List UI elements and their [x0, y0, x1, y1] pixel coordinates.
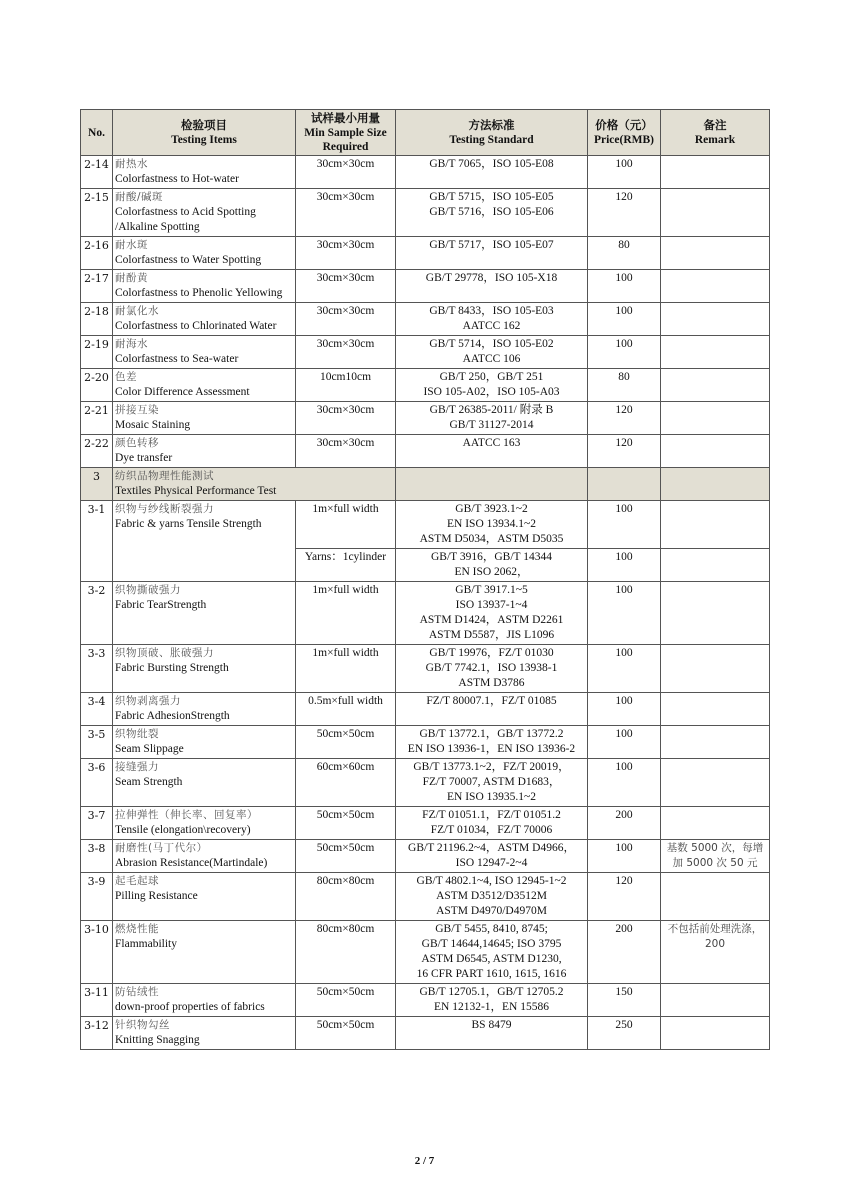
row-standard: [396, 270, 588, 303]
row-price: 100: [588, 336, 661, 369]
header-testing-standard: 方法标准 Testing Standard: [396, 110, 588, 156]
row-item: [113, 336, 296, 369]
row-sample: 1m×full width: [296, 582, 396, 645]
row-sample: 1m×full width: [296, 501, 396, 549]
row-item: [113, 270, 296, 303]
item-en: Colorfastness to Phenolic Yellowing: [115, 287, 283, 299]
row-item: [113, 726, 296, 759]
row-price: 100: [588, 693, 661, 726]
row-price: 120: [588, 402, 661, 435]
row-no: 2-21: [81, 402, 113, 435]
row-price: 200: [588, 807, 661, 840]
item-en: Fabric & yarns Tensile Strength: [115, 518, 262, 530]
standard-line: GB/T 29778，ISO 105-X18: [425, 272, 558, 284]
standard-line: GB/T 13773.1~2，FZ/T 20019，: [413, 761, 570, 773]
table-row: [81, 840, 770, 873]
row-no: 3-7: [81, 807, 113, 840]
row-sample: 10cm10cm: [296, 369, 396, 402]
standard-line: FZ/T 01051.1，FZ/T 01051.2: [422, 809, 561, 821]
standard-line: ISO 105-A02，ISO 105-A03: [423, 386, 560, 398]
row-remark: [661, 270, 770, 303]
item-zh: 针织物勾丝: [115, 1019, 170, 1031]
table-row: [81, 156, 770, 189]
table-row: [81, 645, 770, 693]
item-zh: 色差: [115, 371, 137, 383]
item-zh: 耐酚黄: [115, 272, 148, 284]
table-row: [81, 270, 770, 303]
row-no: 3-1: [81, 501, 113, 582]
price-table: [80, 109, 770, 1050]
table-row: [81, 336, 770, 369]
row-sample: 50cm×50cm: [296, 1017, 396, 1050]
table-header-row: [81, 110, 770, 156]
row-item: [113, 840, 296, 873]
row-price: 200: [588, 921, 661, 984]
table-row: [81, 501, 770, 549]
table-body-section-3: [81, 582, 770, 1050]
row-no: 3-11: [81, 984, 113, 1017]
row-no: 3-8: [81, 840, 113, 873]
table-row: [81, 237, 770, 270]
standard-line: GB/T 31127-2014: [449, 419, 534, 431]
row-standard: [396, 759, 588, 807]
section-title: [113, 468, 296, 501]
item-zh: 接缝强力: [115, 761, 159, 773]
row-price: 120: [588, 189, 661, 237]
standard-line: GB/T 5714，ISO 105-E02: [429, 338, 554, 350]
standard-line: GB/T 14644,14645; ISO 3795: [421, 938, 562, 950]
row-standard: [396, 921, 588, 984]
row-price: 100: [588, 645, 661, 693]
row-remark: [661, 984, 770, 1017]
standard-line: GB/T 250，GB/T 251: [439, 371, 544, 383]
row-sample: 30cm×30cm: [296, 270, 396, 303]
row-no: 3-4: [81, 693, 113, 726]
row-standard: [396, 189, 588, 237]
standard-line: BS 8479: [471, 1019, 512, 1031]
row-3-1-group: [81, 501, 770, 582]
row-standard: [396, 984, 588, 1017]
item-en: Fabric Bursting Strength: [115, 662, 229, 674]
standard-line: FZ/T 70007, ASTM D1683，: [422, 776, 561, 788]
row-standard: [396, 369, 588, 402]
row-standard: [396, 501, 588, 549]
standard-line: GB/T 3917.1~5: [455, 584, 528, 596]
row-no: 3-9: [81, 873, 113, 921]
row-sample: 30cm×30cm: [296, 303, 396, 336]
table-row: [81, 726, 770, 759]
standard-line: EN 12132-1，EN 15586: [434, 1001, 549, 1013]
item-zh: 织物顶破、胀破强力: [115, 647, 214, 659]
row-price: 80: [588, 369, 661, 402]
row-sample: 30cm×30cm: [296, 402, 396, 435]
row-sample: 80cm×80cm: [296, 873, 396, 921]
item-en: Colorfastness to Water Spotting: [115, 254, 262, 266]
row-item: [113, 402, 296, 435]
item-zh: 织物与纱线断裂强力: [115, 503, 214, 515]
section-empty-cell: [396, 468, 588, 501]
standard-line: GB/T 5716，ISO 105-E06: [429, 206, 554, 218]
row-standard: [396, 237, 588, 270]
item-zh: 织物撕破强力: [115, 584, 181, 596]
section-title-en: Textiles Physical Performance Test: [115, 485, 277, 497]
row-remark: [661, 303, 770, 336]
row-no: 3-5: [81, 726, 113, 759]
row-no: 3-3: [81, 645, 113, 693]
row-no: 2-17: [81, 270, 113, 303]
row-item: [113, 759, 296, 807]
row-item: [113, 645, 296, 693]
row-price: 100: [588, 303, 661, 336]
row-standard: [396, 645, 588, 693]
standard-line: GB/T 5715，ISO 105-E05: [429, 191, 554, 203]
row-price: 100: [588, 582, 661, 645]
section-row: [81, 468, 770, 501]
row-no: 2-22: [81, 435, 113, 468]
item-en: Colorfastness to Sea-water: [115, 353, 239, 365]
row-standard: [396, 549, 588, 582]
item-zh: 颜色转移: [115, 437, 159, 449]
standard-line: GB/T 21196.2~4，ASTM D4966，: [408, 842, 575, 854]
row-price: 100: [588, 726, 661, 759]
row-price: 250: [588, 1017, 661, 1050]
header-testing-items: 检验项目 Testing Items: [113, 110, 296, 156]
row-price: 100: [588, 501, 661, 549]
item-en: Fabric AdhesionStrength: [115, 710, 230, 722]
standard-line: GB/T 8433，ISO 105-E03: [429, 305, 554, 317]
standard-line: 16 CFR PART 1610, 1615, 1616: [416, 968, 567, 980]
standard-line: ISO 12947-2~4: [455, 857, 528, 869]
row-sample: Yarns：1cylinder: [296, 549, 396, 582]
standard-line: GB/T 5717，ISO 105-E07: [429, 239, 554, 251]
row-sample: 80cm×80cm: [296, 921, 396, 984]
standard-line: ASTM D4970/D4970M: [436, 905, 547, 917]
row-price: 120: [588, 435, 661, 468]
table-row: [81, 984, 770, 1017]
item-zh: 耐酸/碱斑: [115, 191, 164, 203]
item-en: Dye transfer: [115, 452, 173, 464]
row-sample: 30cm×30cm: [296, 237, 396, 270]
standard-line: ASTM D1424，ASTM D2261: [419, 614, 564, 626]
row-item: [113, 693, 296, 726]
section-empty-cell: [661, 468, 770, 501]
standard-line: ASTM D5034，ASTM D5035: [419, 533, 564, 545]
standard-line: ASTM D6545, ASTM D1230,: [421, 953, 562, 965]
item-en: Color Difference Assessment: [115, 386, 250, 398]
row-price: 100: [588, 549, 661, 582]
standard-line: GB/T 19976，FZ/T 01030: [429, 647, 554, 659]
table-row: [81, 873, 770, 921]
item-en: Abrasion Resistance(Martindale): [115, 857, 268, 869]
item-zh: 防钻绒性: [115, 986, 159, 998]
standard-line: AATCC 162: [462, 320, 521, 332]
row-standard: [396, 303, 588, 336]
standard-line: GB/T 3916，GB/T 14344: [431, 551, 552, 563]
row-remark: [661, 369, 770, 402]
table-row: [81, 435, 770, 468]
row-item: [113, 369, 296, 402]
table-row: [81, 369, 770, 402]
row-price: 100: [588, 759, 661, 807]
standard-line: GB/T 3923.1~2: [455, 503, 528, 515]
row-no: 2-19: [81, 336, 113, 369]
item-en: Colorfastness to Hot-water: [115, 173, 239, 185]
row-no: 2-15: [81, 189, 113, 237]
row-no: 2-18: [81, 303, 113, 336]
row-no: 3-12: [81, 1017, 113, 1050]
row-remark: 不包括前处理洗涤，200: [661, 921, 770, 984]
row-sample: 50cm×50cm: [296, 807, 396, 840]
row-item: [113, 921, 296, 984]
table-row: [81, 921, 770, 984]
row-price: 100: [588, 156, 661, 189]
item-zh: 耐海水: [115, 338, 148, 350]
standard-line: GB/T 4802.1~4, ISO 12945-1~2: [416, 875, 567, 887]
row-standard: [396, 156, 588, 189]
row-item: [113, 156, 296, 189]
section-empty-cell: [296, 468, 396, 501]
table-body-section-2: [81, 156, 770, 468]
row-remark: [661, 189, 770, 237]
standard-line: ASTM D3786: [458, 677, 525, 689]
table-row: [81, 402, 770, 435]
standard-line: EN ISO 13936-1，EN ISO 13936-2: [407, 743, 576, 755]
section-3-header: [81, 468, 770, 501]
item-zh: 耐磨性(马丁代尔）: [115, 842, 208, 854]
item-en: Seam Strength: [115, 776, 183, 788]
section-empty-cell: [588, 468, 661, 501]
row-standard: [396, 873, 588, 921]
row-item: [113, 873, 296, 921]
row-sample: 0.5m×full width: [296, 693, 396, 726]
table-row: [81, 807, 770, 840]
row-price: 100: [588, 270, 661, 303]
standard-line: AATCC 163: [462, 437, 521, 449]
item-en: Tensile (elongation\recovery): [115, 824, 251, 836]
row-no: 2-14: [81, 156, 113, 189]
row-item: [113, 435, 296, 468]
section-no: 3: [81, 468, 113, 501]
row-sample: 30cm×30cm: [296, 336, 396, 369]
standard-line: GB/T 26385-2011/ 附录 B: [429, 404, 554, 416]
page-number: 2 / 7: [414, 1155, 435, 1167]
row-standard: [396, 693, 588, 726]
row-no: 2-16: [81, 237, 113, 270]
row-sample: 30cm×30cm: [296, 435, 396, 468]
row-remark: [661, 1017, 770, 1050]
standard-line: ISO 13937-1~4: [455, 599, 528, 611]
item-en: Colorfastness to Chlorinated Water: [115, 320, 277, 332]
header-remark: 备注 Remark: [661, 110, 770, 156]
item-zh: 拼接互染: [115, 404, 159, 416]
row-price: 100: [588, 840, 661, 873]
item-zh: 耐氯化水: [115, 305, 159, 317]
item-zh: 耐水斑: [115, 239, 148, 251]
row-sample: 30cm×30cm: [296, 189, 396, 237]
row-standard: [396, 435, 588, 468]
standard-line: ASTM D5587，JIS L1096: [428, 629, 555, 641]
item-zh: 燃烧性能: [115, 923, 159, 935]
row-remark: [661, 807, 770, 840]
item-zh: 拉伸弹性（伸长率、回复率）: [115, 809, 258, 821]
standard-line: GB/T 12705.1，GB/T 12705.2: [419, 986, 564, 998]
standard-line: AATCC 106: [462, 353, 521, 365]
item-en: down-proof properties of fabrics: [115, 1001, 265, 1013]
item-zh: 织物纰裂: [115, 728, 159, 740]
row-standard: [396, 726, 588, 759]
row-remark: [661, 549, 770, 582]
standard-line: GB/T 7065，ISO 105-E08: [429, 158, 554, 170]
row-no: 3-6: [81, 759, 113, 807]
row-sample: 50cm×50cm: [296, 984, 396, 1017]
row-item: [113, 582, 296, 645]
table-row: [81, 303, 770, 336]
table-row: [81, 693, 770, 726]
row-item: [113, 984, 296, 1017]
row-sample: 1m×full width: [296, 645, 396, 693]
row-standard: [396, 807, 588, 840]
row-remark: [661, 726, 770, 759]
header-price: 价格（元） Price(RMB): [588, 110, 661, 156]
row-remark: [661, 582, 770, 645]
item-en: Mosaic Staining: [115, 419, 191, 431]
row-remark: [661, 156, 770, 189]
standard-line: EN ISO 2062，: [454, 566, 529, 578]
standard-line: GB/T 13772.1，GB/T 13772.2: [419, 728, 564, 740]
row-standard: [396, 402, 588, 435]
row-item: [113, 303, 296, 336]
header-min-sample: 试样最小用量 Min Sample Size Required: [296, 110, 396, 156]
item-en: Pilling Resistance: [115, 890, 198, 902]
item-en: Flammability: [115, 938, 177, 950]
item-zh: 织物剥离强力: [115, 695, 181, 707]
row-remark: [661, 237, 770, 270]
standard-line: GB/T 7742.1，ISO 13938-1: [425, 662, 558, 674]
item-zh: 起毛起球: [115, 875, 159, 887]
row-price: 80: [588, 237, 661, 270]
row-remark: [661, 435, 770, 468]
standard-line: FZ/T 80007.1，FZ/T 01085: [426, 695, 557, 707]
standard-line: ASTM D3512/D3512M: [436, 890, 547, 902]
row-standard: [396, 582, 588, 645]
item-en: Knitting Snagging: [115, 1034, 200, 1046]
item-en: Colorfastness to Acid Spotting /Alkaline Spotting: [115, 206, 256, 233]
row-remark: [661, 501, 770, 549]
row-item: [113, 807, 296, 840]
row-remark: [661, 336, 770, 369]
standard-line: EN ISO 13934.1~2: [447, 518, 536, 530]
row-no: 3-10: [81, 921, 113, 984]
row-item: [113, 1017, 296, 1050]
row-sample: 30cm×30cm: [296, 156, 396, 189]
table-row: [81, 189, 770, 237]
table-row: [81, 582, 770, 645]
row-remark: 基数 5000 次，每增加 5000 次 50 元: [661, 840, 770, 873]
header-no: No.: [81, 110, 113, 156]
row-item: [113, 237, 296, 270]
row-remark: [661, 873, 770, 921]
standard-line: FZ/T 01034，FZ/T 70006: [430, 824, 553, 836]
row-standard: [396, 1017, 588, 1050]
standard-line: GB/T 5455, 8410, 8745;: [435, 923, 548, 935]
row-remark: [661, 693, 770, 726]
row-standard: [396, 336, 588, 369]
row-sample: 50cm×50cm: [296, 726, 396, 759]
row-no: 3-2: [81, 582, 113, 645]
row-sample: 50cm×50cm: [296, 840, 396, 873]
row-remark: [661, 759, 770, 807]
table-row: [81, 1017, 770, 1050]
row-price: 120: [588, 873, 661, 921]
row-item: [113, 189, 296, 237]
row-item: [113, 501, 296, 582]
row-price: 150: [588, 984, 661, 1017]
row-remark: [661, 645, 770, 693]
row-standard: [396, 840, 588, 873]
row-remark: [661, 402, 770, 435]
section-title-zh: 纺织品物理性能测试: [115, 470, 214, 482]
item-zh: 耐热水: [115, 158, 148, 170]
item-en: Fabric TearStrength: [115, 599, 207, 611]
row-sample: 60cm×60cm: [296, 759, 396, 807]
row-no: 2-20: [81, 369, 113, 402]
item-en: Seam Slippage: [115, 743, 184, 755]
standard-line: EN ISO 13935.1~2: [447, 791, 536, 803]
table-row: [81, 759, 770, 807]
